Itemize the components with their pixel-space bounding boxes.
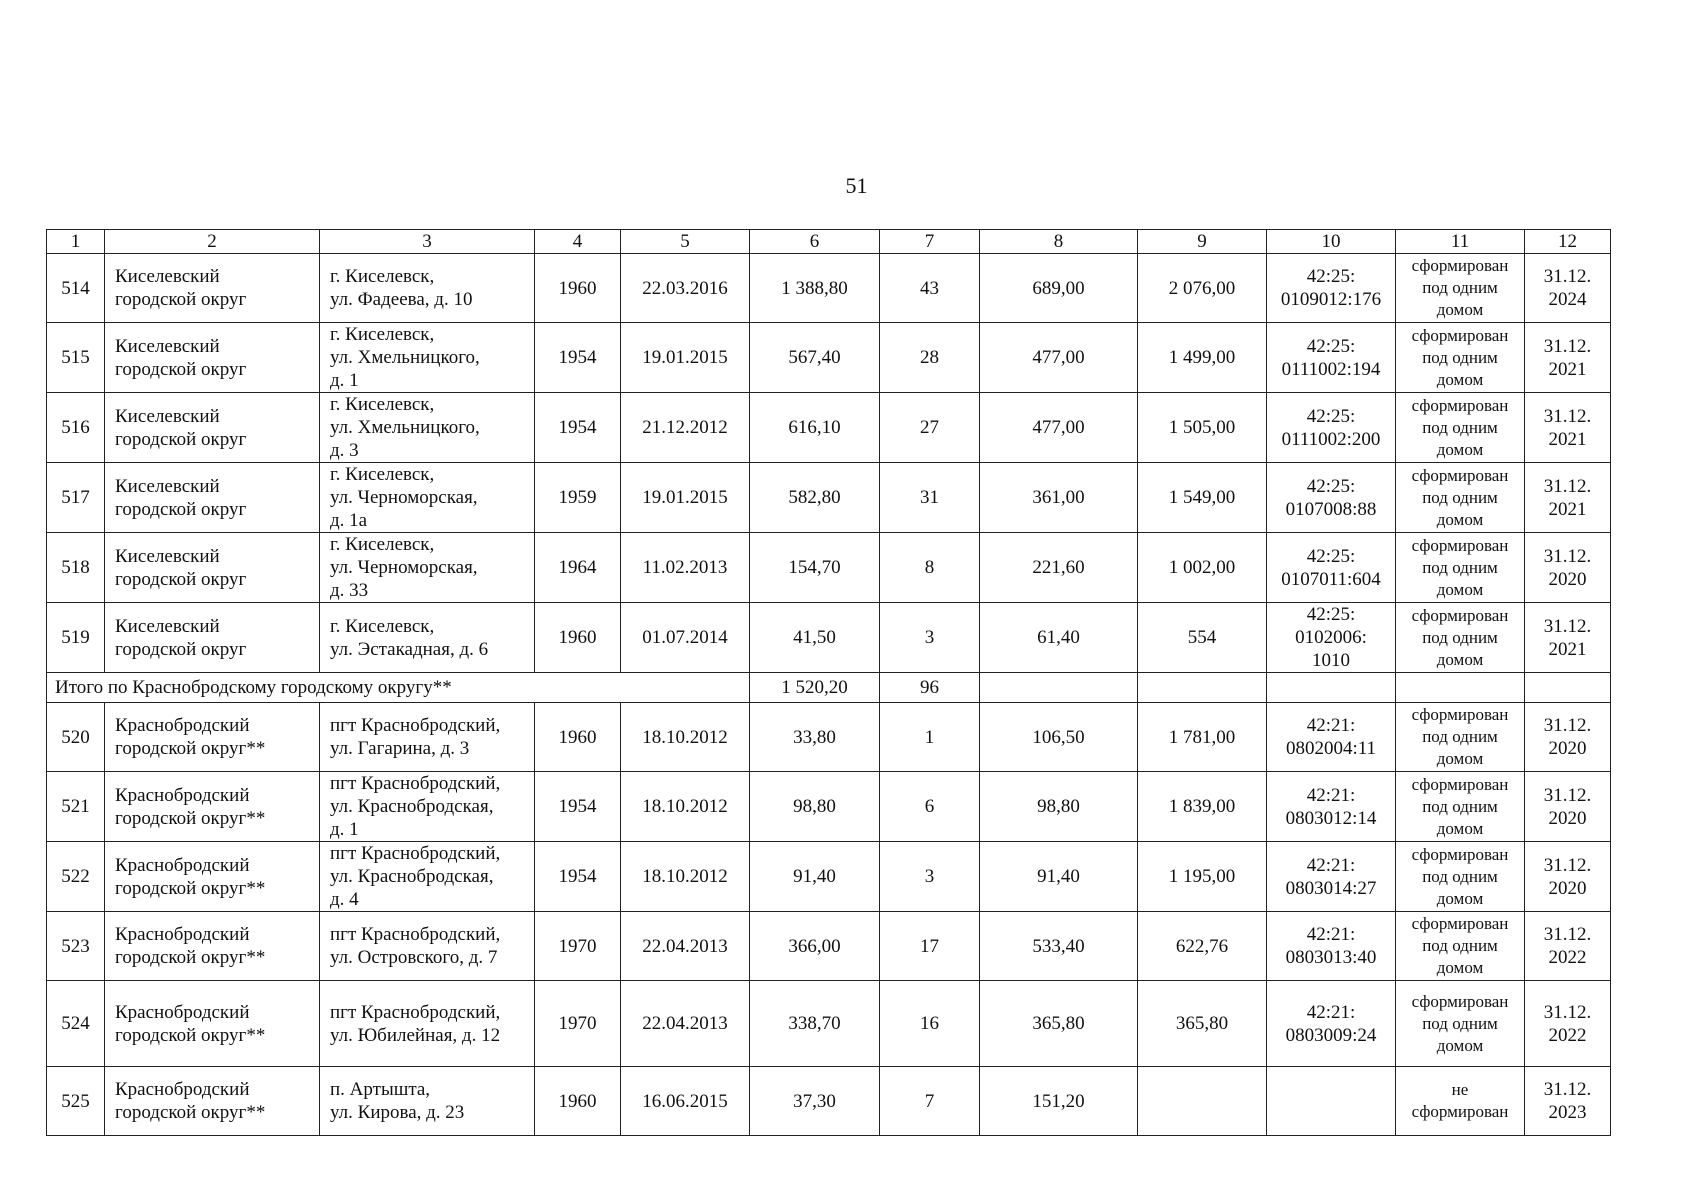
district-cell: Краснобродский городской округ** <box>105 981 320 1067</box>
row-number: 524 <box>47 981 105 1067</box>
total-empty-cell <box>980 673 1138 703</box>
col8-cell: 106,50 <box>980 703 1138 772</box>
row-number: 523 <box>47 912 105 981</box>
district-cell: Киселевский городской округ <box>105 393 320 463</box>
col9-cell: 1 549,00 <box>1138 463 1267 533</box>
address-cell: г. Киселевск, ул. Черноморская, д. 1а <box>320 463 535 533</box>
table-row <box>47 603 1611 673</box>
total-empty-cell <box>1396 673 1525 703</box>
address-cell: п. Артышта, ул. Кирова, д. 23 <box>320 1067 535 1136</box>
total-area: 1 520,20 <box>750 673 880 703</box>
column-header: 12 <box>1525 230 1611 254</box>
district-cell: Краснобродский городской округ** <box>105 842 320 912</box>
row-number: 522 <box>47 842 105 912</box>
date-cell: 22.03.2016 <box>621 254 750 323</box>
col8-cell: 91,40 <box>980 842 1138 912</box>
cadastral-cell: 42:21: 0803014:27 <box>1267 842 1396 912</box>
area-cell: 582,80 <box>750 463 880 533</box>
year-cell: 1954 <box>535 842 621 912</box>
district-cell: Киселевский городской округ <box>105 533 320 603</box>
table-row <box>47 912 1611 981</box>
district-cell: Киселевский городской округ <box>105 603 320 673</box>
cadastral-cell: 42:25: 0111002:194 <box>1267 323 1396 393</box>
year-cell: 1959 <box>535 463 621 533</box>
date-cell: 22.04.2013 <box>621 912 750 981</box>
district-cell: Краснобродский городской округ** <box>105 703 320 772</box>
col9-cell: 554 <box>1138 603 1267 673</box>
residents-cell: 3 <box>880 842 980 912</box>
area-cell: 1 388,80 <box>750 254 880 323</box>
due-date-cell: 31.12. 2022 <box>1525 981 1611 1067</box>
due-date-cell: 31.12. 2020 <box>1525 703 1611 772</box>
area-cell: 37,30 <box>750 1067 880 1136</box>
year-cell: 1960 <box>535 703 621 772</box>
cadastral-cell: 42:25: 0109012:176 <box>1267 254 1396 323</box>
col8-cell: 477,00 <box>980 393 1138 463</box>
table-header-row <box>47 230 1611 254</box>
residents-cell: 8 <box>880 533 980 603</box>
due-date-cell: 31.12. 2024 <box>1525 254 1611 323</box>
col8-cell: 533,40 <box>980 912 1138 981</box>
date-cell: 22.04.2013 <box>621 981 750 1067</box>
residents-cell: 28 <box>880 323 980 393</box>
table-row <box>47 772 1611 842</box>
total-empty-cell <box>1267 673 1396 703</box>
year-cell: 1964 <box>535 533 621 603</box>
column-header: 7 <box>880 230 980 254</box>
date-cell: 01.07.2014 <box>621 603 750 673</box>
cadastral-cell: 42:21: 0803009:24 <box>1267 981 1396 1067</box>
row-number: 514 <box>47 254 105 323</box>
address-cell: г. Киселевск, ул. Фадеева, д. 10 <box>320 254 535 323</box>
due-date-cell: 31.12. 2021 <box>1525 603 1611 673</box>
address-cell: г. Киселевск, ул. Хмельницкого, д. 1 <box>320 323 535 393</box>
total-residents: 96 <box>880 673 980 703</box>
column-header: 3 <box>320 230 535 254</box>
col8-cell: 477,00 <box>980 323 1138 393</box>
area-cell: 567,40 <box>750 323 880 393</box>
year-cell: 1960 <box>535 1067 621 1136</box>
due-date-cell: 31.12. 2020 <box>1525 842 1611 912</box>
col9-cell: 1 781,00 <box>1138 703 1267 772</box>
address-cell: пгт Краснобродский, ул. Гагарина, д. 3 <box>320 703 535 772</box>
status-cell: сформирован под одним домом <box>1396 981 1525 1067</box>
due-date-cell: 31.12. 2021 <box>1525 463 1611 533</box>
col9-cell: 622,76 <box>1138 912 1267 981</box>
address-cell: г. Киселевск, ул. Черноморская, д. 33 <box>320 533 535 603</box>
row-number: 518 <box>47 533 105 603</box>
col8-cell: 361,00 <box>980 463 1138 533</box>
address-cell: пгт Краснобродский, ул. Краснобродская, д. 4 <box>320 842 535 912</box>
year-cell: 1960 <box>535 603 621 673</box>
col8-cell: 689,00 <box>980 254 1138 323</box>
status-cell: сформирован под одним домом <box>1396 912 1525 981</box>
total-empty-cell <box>1138 673 1267 703</box>
col9-cell: 1 839,00 <box>1138 772 1267 842</box>
district-cell: Киселевский городской округ <box>105 323 320 393</box>
col9-cell: 1 002,00 <box>1138 533 1267 603</box>
cadastral-cell: 42:25: 0107011:604 <box>1267 533 1396 603</box>
status-cell: сформирован под одним домом <box>1396 533 1525 603</box>
year-cell: 1970 <box>535 981 621 1067</box>
year-cell: 1954 <box>535 393 621 463</box>
column-header: 9 <box>1138 230 1267 254</box>
area-cell: 91,40 <box>750 842 880 912</box>
cadastral-cell <box>1267 1067 1396 1136</box>
date-cell: 18.10.2012 <box>621 703 750 772</box>
year-cell: 1970 <box>535 912 621 981</box>
year-cell: 1954 <box>535 772 621 842</box>
total-empty-cell <box>1525 673 1611 703</box>
table-row <box>47 254 1611 323</box>
col9-cell: 365,80 <box>1138 981 1267 1067</box>
column-header: 2 <box>105 230 320 254</box>
page-number: 51 <box>845 173 868 198</box>
cadastral-cell: 42:21: 0802004:11 <box>1267 703 1396 772</box>
housing-table <box>46 229 1611 1136</box>
address-cell: пгт Краснобродский, ул. Островского, д. 7 <box>320 912 535 981</box>
date-cell: 11.02.2013 <box>621 533 750 603</box>
area-cell: 98,80 <box>750 772 880 842</box>
area-cell: 33,80 <box>750 703 880 772</box>
due-date-cell: 31.12. 2020 <box>1525 772 1611 842</box>
status-cell: сформирован под одним домом <box>1396 772 1525 842</box>
column-header: 10 <box>1267 230 1396 254</box>
residents-cell: 16 <box>880 981 980 1067</box>
column-header: 1 <box>47 230 105 254</box>
cadastral-cell: 42:25: 0111002:200 <box>1267 393 1396 463</box>
col8-cell: 98,80 <box>980 772 1138 842</box>
address-cell: пгт Краснобродский, ул. Юбилейная, д. 12 <box>320 981 535 1067</box>
table-row <box>47 1067 1611 1136</box>
residents-cell: 17 <box>880 912 980 981</box>
residents-cell: 31 <box>880 463 980 533</box>
date-cell: 18.10.2012 <box>621 842 750 912</box>
total-row <box>47 673 1611 703</box>
area-cell: 338,70 <box>750 981 880 1067</box>
district-cell: Краснобродский городской округ** <box>105 912 320 981</box>
residents-cell: 43 <box>880 254 980 323</box>
table-row <box>47 463 1611 533</box>
address-cell: г. Киселевск, ул. Хмельницкого, д. 3 <box>320 393 535 463</box>
date-cell: 19.01.2015 <box>621 463 750 533</box>
col8-cell: 221,60 <box>980 533 1138 603</box>
status-cell: сформирован под одним домом <box>1396 393 1525 463</box>
col9-cell: 2 076,00 <box>1138 254 1267 323</box>
column-header: 11 <box>1396 230 1525 254</box>
status-cell: сформирован под одним домом <box>1396 254 1525 323</box>
status-cell: сформирован под одним домом <box>1396 703 1525 772</box>
residents-cell: 6 <box>880 772 980 842</box>
district-cell: Киселевский городской округ <box>105 463 320 533</box>
col8-cell: 365,80 <box>980 981 1138 1067</box>
due-date-cell: 31.12. 2020 <box>1525 533 1611 603</box>
date-cell: 19.01.2015 <box>621 323 750 393</box>
due-date-cell: 31.12. 2021 <box>1525 323 1611 393</box>
table-row <box>47 323 1611 393</box>
area-cell: 616,10 <box>750 393 880 463</box>
due-date-cell: 31.12. 2022 <box>1525 912 1611 981</box>
residents-cell: 7 <box>880 1067 980 1136</box>
total-label: Итого по Краснобродскому городскому округу** <box>47 673 750 703</box>
status-cell: сформирован под одним домом <box>1396 603 1525 673</box>
row-number: 517 <box>47 463 105 533</box>
table-row <box>47 981 1611 1067</box>
district-cell: Краснобродский городской округ** <box>105 772 320 842</box>
residents-cell: 27 <box>880 393 980 463</box>
row-number: 525 <box>47 1067 105 1136</box>
column-header: 4 <box>535 230 621 254</box>
date-cell: 21.12.2012 <box>621 393 750 463</box>
table-row <box>47 533 1611 603</box>
due-date-cell: 31.12. 2023 <box>1525 1067 1611 1136</box>
col9-cell: 1 505,00 <box>1138 393 1267 463</box>
district-cell: Краснобродский городской округ** <box>105 1067 320 1136</box>
area-cell: 154,70 <box>750 533 880 603</box>
column-header: 8 <box>980 230 1138 254</box>
row-number: 516 <box>47 393 105 463</box>
col8-cell: 61,40 <box>980 603 1138 673</box>
date-cell: 16.06.2015 <box>621 1067 750 1136</box>
table-row <box>47 393 1611 463</box>
status-cell: не сформирован <box>1396 1067 1525 1136</box>
area-cell: 41,50 <box>750 603 880 673</box>
cadastral-cell: 42:25: 0107008:88 <box>1267 463 1396 533</box>
table-row <box>47 842 1611 912</box>
date-cell: 18.10.2012 <box>621 772 750 842</box>
col9-cell <box>1138 1067 1267 1136</box>
row-number: 515 <box>47 323 105 393</box>
col8-cell: 151,20 <box>980 1067 1138 1136</box>
row-number: 520 <box>47 703 105 772</box>
area-cell: 366,00 <box>750 912 880 981</box>
district-cell: Киселевский городской округ <box>105 254 320 323</box>
column-header: 6 <box>750 230 880 254</box>
year-cell: 1960 <box>535 254 621 323</box>
col9-cell: 1 195,00 <box>1138 842 1267 912</box>
status-cell: сформирован под одним домом <box>1396 463 1525 533</box>
year-cell: 1954 <box>535 323 621 393</box>
column-header: 5 <box>621 230 750 254</box>
status-cell: сформирован под одним домом <box>1396 842 1525 912</box>
residents-cell: 3 <box>880 603 980 673</box>
status-cell: сформирован под одним домом <box>1396 323 1525 393</box>
cadastral-cell: 42:25: 0102006: 1010 <box>1267 603 1396 673</box>
address-cell: г. Киселевск, ул. Эстакадная, д. 6 <box>320 603 535 673</box>
residents-cell: 1 <box>880 703 980 772</box>
table-row <box>47 703 1611 772</box>
row-number: 521 <box>47 772 105 842</box>
row-number: 519 <box>47 603 105 673</box>
cadastral-cell: 42:21: 0803012:14 <box>1267 772 1396 842</box>
due-date-cell: 31.12. 2021 <box>1525 393 1611 463</box>
col9-cell: 1 499,00 <box>1138 323 1267 393</box>
cadastral-cell: 42:21: 0803013:40 <box>1267 912 1396 981</box>
address-cell: пгт Краснобродский, ул. Краснобродская, д. 1 <box>320 772 535 842</box>
